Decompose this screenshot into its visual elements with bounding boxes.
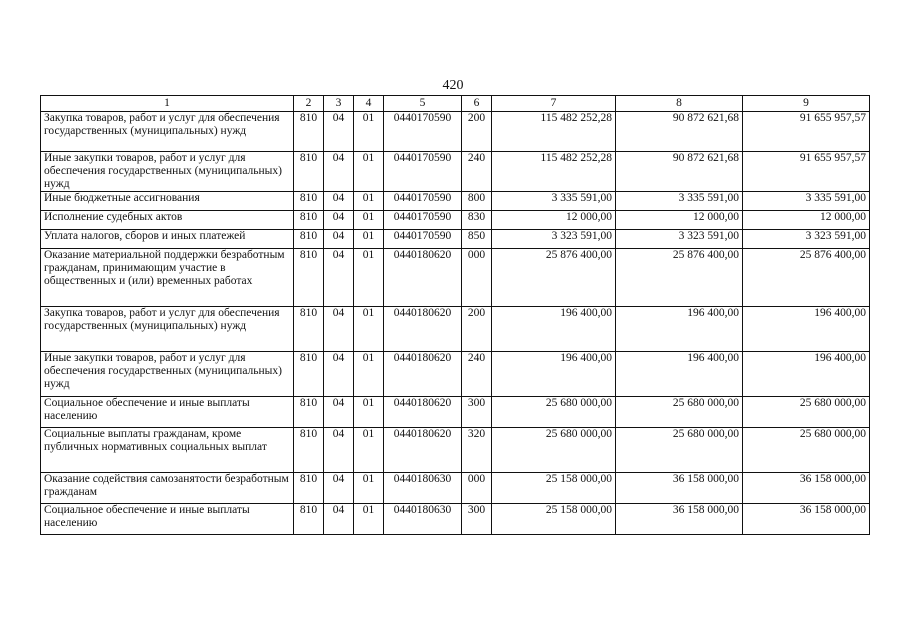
cell-c2: 810: [294, 192, 324, 211]
cell-c2: 810: [294, 428, 324, 473]
column-header: 1: [41, 96, 294, 112]
cell-c2: 810: [294, 152, 324, 192]
row-name: Иные закупки товаров, работ и услуг для обеспечения государственных (муниципальных) нужд: [41, 152, 294, 192]
cell-c5: 0440180630: [384, 473, 462, 504]
table-row: [41, 473, 870, 504]
cell-c4: 01: [354, 307, 384, 352]
cell-c3: 04: [324, 473, 354, 504]
cell-c2: 810: [294, 112, 324, 152]
cell-c5: 0440170590: [384, 230, 462, 249]
cell-c4: 01: [354, 152, 384, 192]
cell-c5: 0440180620: [384, 397, 462, 428]
cell-c8: 36 158 000,00: [616, 473, 743, 504]
cell-c3: 04: [324, 352, 354, 397]
cell-c6: 000: [462, 249, 492, 307]
row-name: Иные бюджетные ассигнования: [41, 192, 294, 211]
table-row: [41, 307, 870, 352]
row-name: Закупка товаров, работ и услуг для обеспечения государственных (муниципальных) нужд: [41, 112, 294, 152]
cell-c7: 115 482 252,28: [492, 112, 616, 152]
cell-c6: 800: [462, 192, 492, 211]
cell-c6: 300: [462, 504, 492, 535]
column-header: 8: [616, 96, 743, 112]
cell-c4: 01: [354, 428, 384, 473]
table-row: [41, 352, 870, 397]
table-row: [41, 230, 870, 249]
cell-c6: 850: [462, 230, 492, 249]
cell-c2: 810: [294, 211, 324, 230]
cell-c7: 25 680 000,00: [492, 428, 616, 473]
cell-c8: 196 400,00: [616, 307, 743, 352]
cell-c6: 200: [462, 307, 492, 352]
row-name: Оказание материальной поддержки безработным гражданам, принимающим участие в общественных и (или) временных работах: [41, 249, 294, 307]
cell-c3: 04: [324, 230, 354, 249]
table-row: [41, 192, 870, 211]
table-row: [41, 152, 870, 192]
cell-c6: 320: [462, 428, 492, 473]
row-name: Иные закупки товаров, работ и услуг для обеспечения государственных (муниципальных) нужд: [41, 352, 294, 397]
cell-c6: 240: [462, 352, 492, 397]
cell-c3: 04: [324, 307, 354, 352]
cell-c7: 3 335 591,00: [492, 192, 616, 211]
cell-c9: 91 655 957,57: [743, 152, 870, 192]
table-row: [41, 397, 870, 428]
cell-c5: 0440170590: [384, 112, 462, 152]
cell-c2: 810: [294, 249, 324, 307]
cell-c7: 25 876 400,00: [492, 249, 616, 307]
cell-c8: 36 158 000,00: [616, 504, 743, 535]
row-name: Социальное обеспечение и иные выплаты населению: [41, 504, 294, 535]
cell-c8: 196 400,00: [616, 352, 743, 397]
cell-c7: 115 482 252,28: [492, 152, 616, 192]
cell-c3: 04: [324, 192, 354, 211]
cell-c4: 01: [354, 352, 384, 397]
table-row: [41, 112, 870, 152]
cell-c4: 01: [354, 249, 384, 307]
cell-c9: 25 680 000,00: [743, 428, 870, 473]
cell-c8: 90 872 621,68: [616, 112, 743, 152]
column-header: 6: [462, 96, 492, 112]
cell-c9: 36 158 000,00: [743, 473, 870, 504]
cell-c9: 12 000,00: [743, 211, 870, 230]
cell-c5: 0440170590: [384, 211, 462, 230]
cell-c2: 810: [294, 230, 324, 249]
cell-c2: 810: [294, 352, 324, 397]
cell-c7: 196 400,00: [492, 307, 616, 352]
table-header-row: [41, 96, 870, 112]
cell-c3: 04: [324, 428, 354, 473]
cell-c2: 810: [294, 397, 324, 428]
column-header: 4: [354, 96, 384, 112]
cell-c7: 12 000,00: [492, 211, 616, 230]
cell-c7: 25 680 000,00: [492, 397, 616, 428]
cell-c6: 240: [462, 152, 492, 192]
column-header: 3: [324, 96, 354, 112]
cell-c8: 3 323 591,00: [616, 230, 743, 249]
row-name: Исполнение судебных актов: [41, 211, 294, 230]
cell-c7: 25 158 000,00: [492, 473, 616, 504]
column-header: 9: [743, 96, 870, 112]
cell-c6: 000: [462, 473, 492, 504]
row-name: Закупка товаров, работ и услуг для обеспечения государственных (муниципальных) нужд: [41, 307, 294, 352]
cell-c8: 90 872 621,68: [616, 152, 743, 192]
cell-c4: 01: [354, 473, 384, 504]
cell-c9: 196 400,00: [743, 307, 870, 352]
cell-c9: 36 158 000,00: [743, 504, 870, 535]
cell-c2: 810: [294, 307, 324, 352]
row-name: Оказание содействия самозанятости безработным гражданам: [41, 473, 294, 504]
cell-c5: 0440170590: [384, 192, 462, 211]
cell-c3: 04: [324, 504, 354, 535]
row-name: Социальные выплаты гражданам, кроме публичных нормативных социальных выплат: [41, 428, 294, 473]
row-name: Уплата налогов, сборов и иных платежей: [41, 230, 294, 249]
cell-c9: 25 876 400,00: [743, 249, 870, 307]
cell-c5: 0440180630: [384, 504, 462, 535]
cell-c9: 91 655 957,57: [743, 112, 870, 152]
cell-c3: 04: [324, 211, 354, 230]
cell-c8: 25 876 400,00: [616, 249, 743, 307]
column-header: 2: [294, 96, 324, 112]
cell-c9: 3 335 591,00: [743, 192, 870, 211]
cell-c2: 810: [294, 504, 324, 535]
cell-c9: 3 323 591,00: [743, 230, 870, 249]
column-header: 7: [492, 96, 616, 112]
cell-c2: 810: [294, 473, 324, 504]
cell-c9: 196 400,00: [743, 352, 870, 397]
cell-c5: 0440180620: [384, 352, 462, 397]
cell-c8: 3 335 591,00: [616, 192, 743, 211]
cell-c3: 04: [324, 112, 354, 152]
column-header: 5: [384, 96, 462, 112]
cell-c3: 04: [324, 397, 354, 428]
cell-c3: 04: [324, 249, 354, 307]
cell-c3: 04: [324, 152, 354, 192]
table-row: [41, 211, 870, 230]
row-name: Социальное обеспечение и иные выплаты населению: [41, 397, 294, 428]
cell-c4: 01: [354, 112, 384, 152]
table-row: [41, 504, 870, 535]
cell-c4: 01: [354, 211, 384, 230]
cell-c8: 25 680 000,00: [616, 397, 743, 428]
cell-c4: 01: [354, 230, 384, 249]
cell-c5: 0440180620: [384, 428, 462, 473]
cell-c6: 200: [462, 112, 492, 152]
cell-c5: 0440170590: [384, 152, 462, 192]
page-number: 420: [442, 78, 464, 93]
cell-c4: 01: [354, 192, 384, 211]
cell-c6: 830: [462, 211, 492, 230]
cell-c5: 0440180620: [384, 307, 462, 352]
cell-c4: 01: [354, 397, 384, 428]
cell-c8: 12 000,00: [616, 211, 743, 230]
cell-c7: 3 323 591,00: [492, 230, 616, 249]
cell-c8: 25 680 000,00: [616, 428, 743, 473]
cell-c4: 01: [354, 504, 384, 535]
budget-table: [40, 95, 870, 535]
cell-c7: 25 158 000,00: [492, 504, 616, 535]
table-row: [41, 428, 870, 473]
cell-c7: 196 400,00: [492, 352, 616, 397]
cell-c9: 25 680 000,00: [743, 397, 870, 428]
cell-c6: 300: [462, 397, 492, 428]
cell-c5: 0440180620: [384, 249, 462, 307]
table-row: [41, 249, 870, 307]
